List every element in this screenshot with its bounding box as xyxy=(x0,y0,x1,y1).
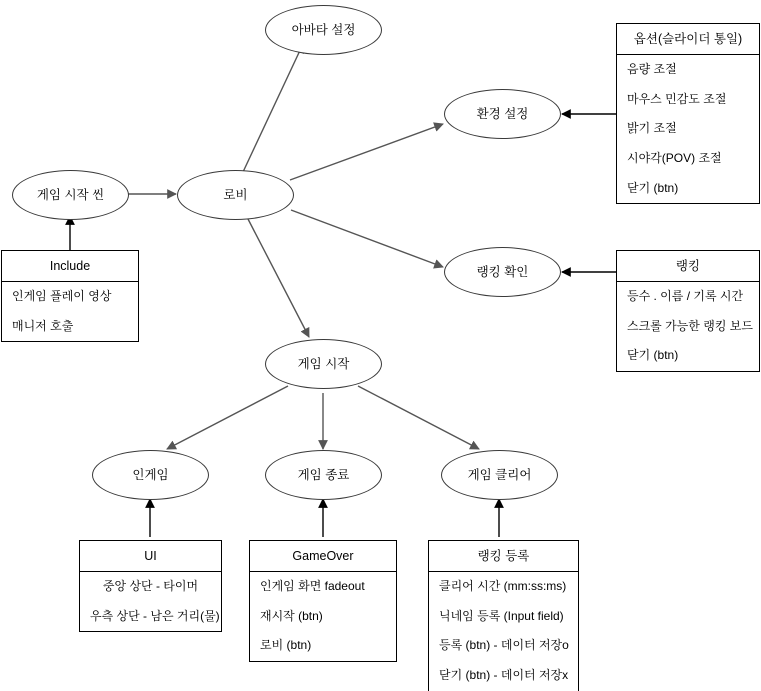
node-label: 게임 클리어 xyxy=(467,467,532,482)
box-row: 등수 . 이름 / 기록 시간 xyxy=(627,289,744,304)
node-label: 게임 시작 씬 xyxy=(36,187,105,202)
box-include-rows xyxy=(2,282,138,341)
box-ranking-register-rows xyxy=(429,572,578,690)
box-ranking-register xyxy=(428,540,579,691)
box-row: 로비 (btn) xyxy=(260,638,312,653)
box-row: 재시작 (btn) xyxy=(260,608,323,623)
box-row: 밝기 조절 xyxy=(627,121,677,136)
node-label: 로비 xyxy=(223,187,248,202)
node-game-end[interactable] xyxy=(265,450,382,500)
box-row: 닫기 (btn) - 데이터 저장x xyxy=(439,668,569,683)
box-row: 닫기 (btn) xyxy=(627,180,679,195)
box-row: 음량 조절 xyxy=(627,62,677,77)
node-label: 랭킹 확인 xyxy=(476,264,529,279)
box-row: 우측 상단 - 남은 거리(물) xyxy=(90,608,220,623)
box-row: 중앙 상단 - 타이머 xyxy=(102,579,199,594)
box-ranking-title: 랭킹 xyxy=(617,251,759,282)
box-options xyxy=(616,23,760,204)
node-start-scene[interactable] xyxy=(12,170,129,220)
box-row: 스크롤 가능한 랭킹 보드 xyxy=(627,318,753,333)
node-env-settings[interactable] xyxy=(444,89,561,139)
box-options-rows xyxy=(617,55,759,203)
box-row: 시야각(POV) 조절 xyxy=(627,151,722,166)
box-include xyxy=(1,250,139,342)
box-ui-title: UI xyxy=(80,541,221,572)
box-row: 마우스 민감도 조절 xyxy=(627,91,727,106)
node-label: 인게임 xyxy=(132,467,169,482)
box-row: 클리어 시간 (mm:ss:ms) xyxy=(439,579,567,594)
box-row: 등록 (btn) - 데이터 저장o xyxy=(439,638,569,653)
node-label: 아바타 설정 xyxy=(291,22,356,37)
box-ui xyxy=(79,540,222,632)
box-gameover xyxy=(249,540,397,662)
box-row: 닫기 (btn) xyxy=(627,348,679,363)
node-game-start[interactable] xyxy=(265,339,382,389)
node-game-clear[interactable] xyxy=(441,450,558,500)
box-row: 매니저 호출 xyxy=(12,318,74,333)
box-ranking-register-title: 랭킹 등록 xyxy=(429,541,578,572)
node-ranking-check[interactable] xyxy=(444,247,561,297)
box-gameover-title: GameOver xyxy=(250,541,396,572)
node-ingame[interactable] xyxy=(92,450,209,500)
node-label: 환경 설정 xyxy=(476,106,529,121)
box-row: 인게임 플레이 영상 xyxy=(12,289,112,304)
node-label: 게임 시작 xyxy=(297,356,350,371)
box-ui-rows xyxy=(80,572,221,631)
node-label: 게임 종료 xyxy=(297,467,350,482)
box-include-title: Include xyxy=(2,251,138,282)
box-options-title: 옵션(슬라이더 통일) xyxy=(617,24,759,55)
box-ranking-rows xyxy=(617,282,759,371)
box-row: 인게임 화면 fadeout xyxy=(260,579,365,594)
box-row: 닉네임 등록 (Input field) xyxy=(439,608,564,623)
node-avatar-settings[interactable] xyxy=(265,5,382,55)
box-ranking xyxy=(616,250,760,372)
node-lobby[interactable] xyxy=(177,170,294,220)
box-gameover-rows xyxy=(250,572,396,661)
